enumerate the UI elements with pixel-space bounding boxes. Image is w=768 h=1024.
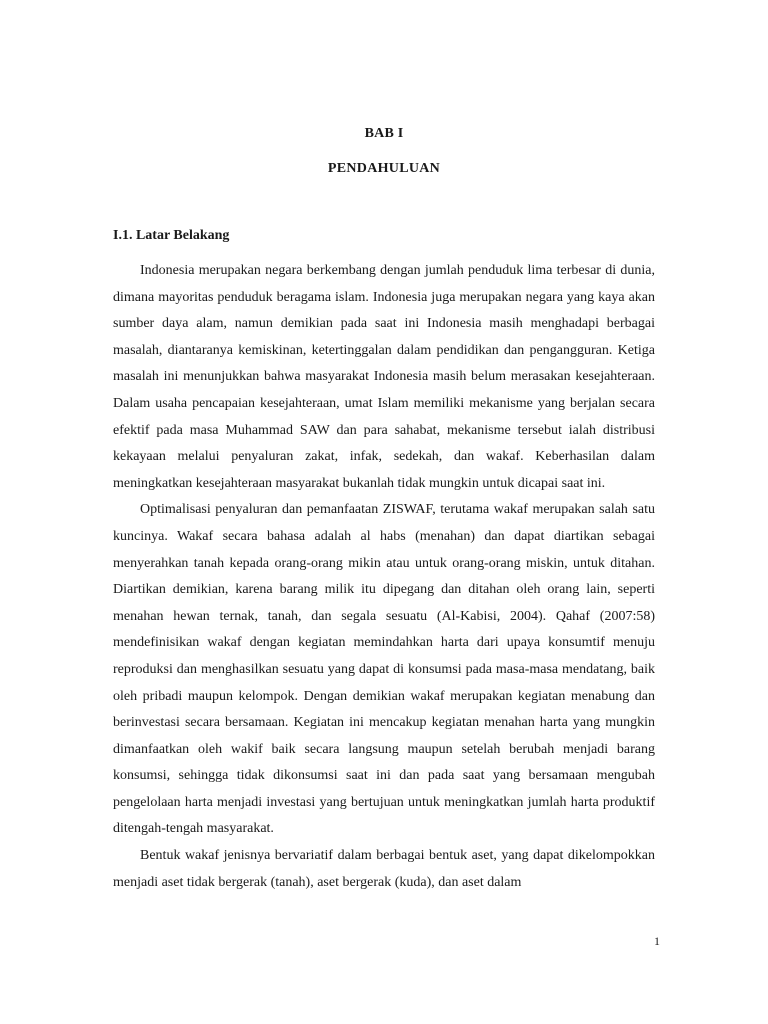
body-text xyxy=(113,258,655,896)
section-heading: I.1. Latar Belakang xyxy=(113,228,230,243)
chapter-title: PENDAHULUAN xyxy=(327,161,441,176)
chapter-label: BAB I xyxy=(364,126,404,141)
paragraph-2: Optimalisasi penyaluran dan pemanfaatan ZISWAF, terutama wakaf merupakan salah satu kuncinya. Wakaf secara bahasa adalah al habs (menahan) dan dapat diartikan sebagai menyerahkan tanah kepada orang-orang mikin atau untuk orang-orang miskin, untuk ditahan. Diartikan demikian, karena barang milik itu dipegang dan ditahan oleh orang lain, seperti menahan hewan ternak, tanah, dan segala sesuatu (Al-Kabisi, 2004). Qahaf (2007:58) mendefinisikan wakaf dengan kegiatan memindahkan harta dari upaya konsumtif menuju reproduksi dan menghasilkan sesuatu yang dapat di konsumsi pada masa-masa mendatang, baik oleh pribadi maupun kelompok. Dengan demikian wakaf merupakan kegiatan menabung dan berinvestasi secara bersamaan. Kegiatan ini mencakup kegiatan menahan harta yang mungkin dimanfaatkan oleh wakif baik secara langsung maupun setelah berubah menjadi barang konsumsi, sehingga tidak dikonsumsi saat ini dan pada saat yang bersamaan mengubah pengelolaan harta menjadi investasi yang bertujuan untuk meningkatkan jumlah harta produktif ditengah-tengah masyarakat. xyxy=(113,502,655,837)
page-number: 1 xyxy=(654,934,660,948)
paragraph-3: Bentuk wakaf jenisnya bervariatif dalam berbagai bentuk aset, yang dapat dikelompokkan menjadi aset tidak bergerak (tanah), aset bergerak (kuda), dan aset dalam xyxy=(113,848,655,890)
paragraph-1: Indonesia merupakan negara berkembang dengan jumlah penduduk lima terbesar di dunia, dimana mayoritas penduduk beragama islam. Indonesia juga merupakan negara yang kaya akan sumber daya alam, namun demikian pada saat ini Indonesia masih menghadapi berbagai masalah, diantaranya kemiskinan, ketertinggalan dalam pendidikan dan pengangguran. Ketiga masalah ini menunjukkan bahwa masyarakat Indonesia masih belum merasakan kesejahteraan. Dalam usaha pencapaian kesejahteraan, umat Islam memiliki mekanisme yang berjalan secara efektif pada masa Muhammad SAW dan para sahabat, mekanisme tersebut ialah distribusi kekayaan melalui penyaluran zakat, infak, sedekah, dan wakaf. Keberhasilan dalam meningkatkan kesejahteraan masyarakat bukanlah tidak mungkin untuk dicapai saat ini. xyxy=(113,263,655,491)
